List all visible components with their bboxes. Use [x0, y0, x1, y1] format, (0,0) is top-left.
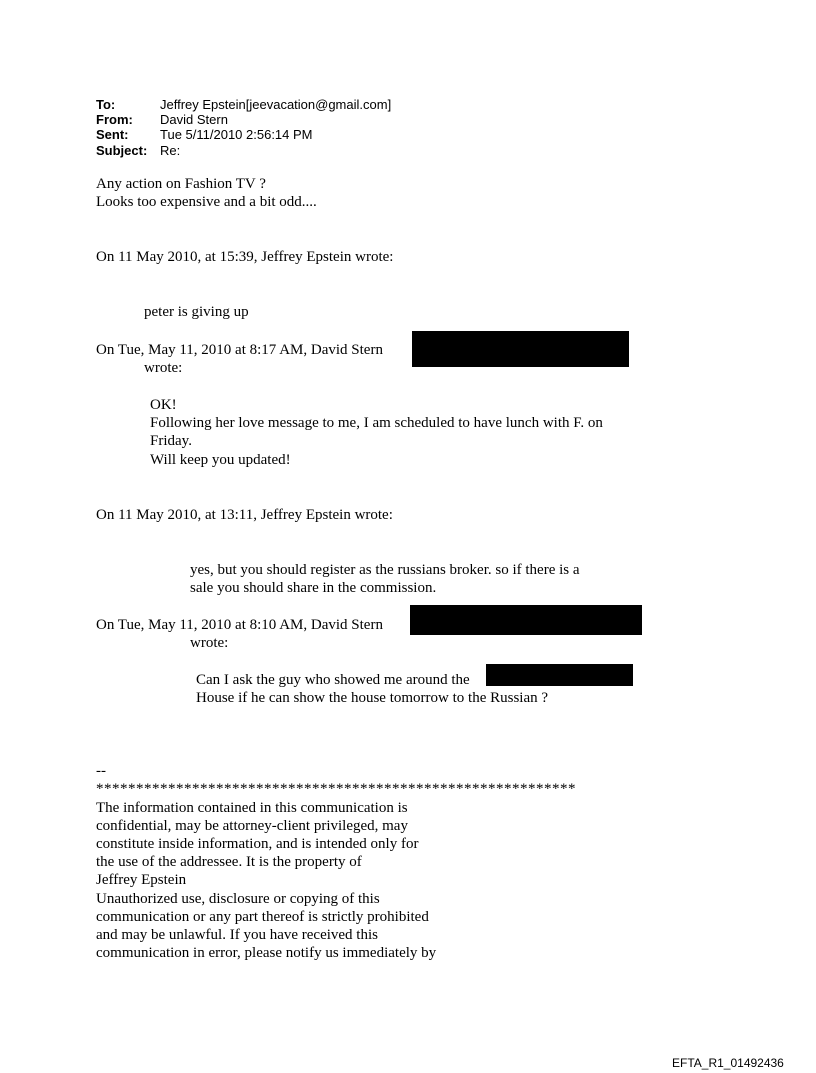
quote-intro: On 11 May 2010, at 13:11, Jeffrey Epstein wrote: [96, 507, 393, 523]
disclaimer-line: communication in error, please notify us immediately by [96, 945, 437, 961]
disclaimer-line: The information contained in this communication is [96, 800, 408, 816]
asterisk-divider: ************************************************************ [96, 781, 576, 797]
quote-text: sale you should share in the commission. [190, 580, 437, 596]
disclaimer-line: communication or any part thereof is strictly prohibited [96, 909, 429, 925]
disclaimer-line: constitute inside information, and is intended only for [96, 836, 419, 852]
disclaimer-line: the use of the addressee. It is the property of [96, 854, 362, 870]
quote-text: Can I ask the guy who showed me around the [196, 672, 470, 688]
redaction-block [410, 605, 642, 635]
signature-separator: -- [96, 763, 106, 779]
subject-value: Re: [160, 143, 181, 158]
quote-wrote: wrote: [190, 635, 229, 651]
quote-wrote: wrote: [144, 360, 183, 376]
quote-text: peter is giving up [144, 304, 249, 320]
document-id: EFTA_R1_01492436 [672, 1056, 784, 1070]
quote-text: yes, but you should register as the russians broker. so if there is a [190, 562, 580, 578]
from-value: David Stern [160, 112, 228, 127]
quote-intro: On Tue, May 11, 2010 at 8:10 AM, David Stern [96, 617, 383, 633]
body-line: Any action on Fashion TV ? [96, 176, 266, 192]
disclaimer-line: and may be unlawful. If you have received this [96, 927, 378, 943]
sent-label: Sent: [96, 127, 129, 142]
to-value: Jeffrey Epstein[jeevacation@gmail.com] [160, 97, 392, 112]
body-line: Looks too expensive and a bit odd.... [96, 194, 317, 210]
quote-text: Will keep you updated! [150, 452, 291, 468]
quote-text: House if he can show the house tomorrow to the Russian ? [196, 690, 549, 706]
redaction-block [412, 331, 629, 367]
disclaimer-line: Jeffrey Epstein [96, 872, 187, 888]
quote-intro: On Tue, May 11, 2010 at 8:17 AM, David Stern [96, 342, 383, 358]
to-label: To: [96, 97, 116, 112]
sent-value: Tue 5/11/2010 2:56:14 PM [160, 127, 313, 142]
quote-intro: On 11 May 2010, at 15:39, Jeffrey Epstein wrote: [96, 249, 394, 265]
disclaimer-line: confidential, may be attorney-client privileged, may [96, 818, 408, 834]
subject-label: Subject: [96, 143, 148, 158]
redaction-block [486, 664, 633, 686]
quote-text: Following her love message to me, I am scheduled to have lunch with F. on [150, 415, 603, 431]
quote-text: Friday. [150, 433, 192, 449]
disclaimer-line: Unauthorized use, disclosure or copying of this [96, 891, 380, 907]
from-label: From: [96, 112, 133, 127]
quote-text: OK! [150, 397, 177, 413]
